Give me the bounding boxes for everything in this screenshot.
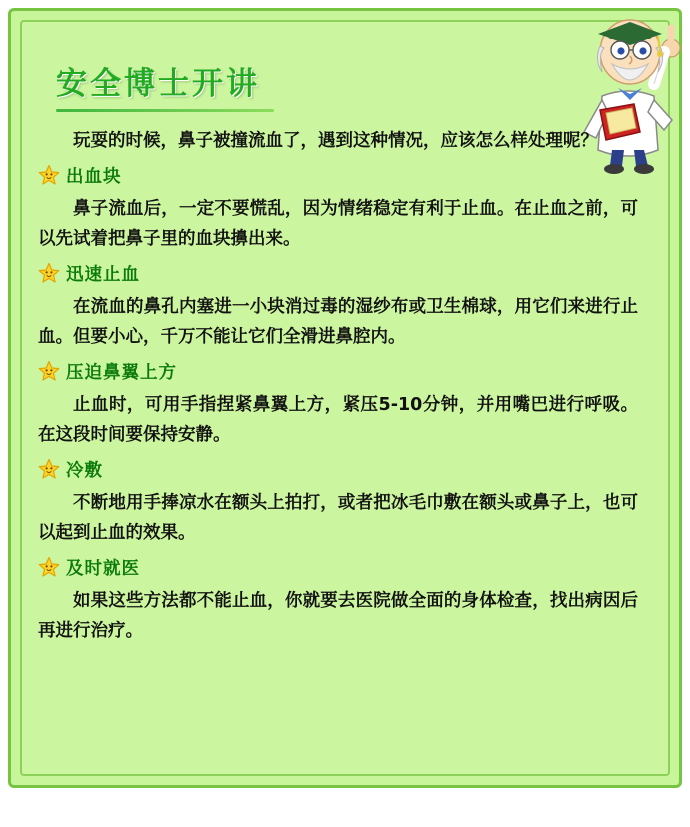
article-content xyxy=(34,36,644,760)
star-icon xyxy=(38,164,60,186)
page-title: 安全博士开讲 xyxy=(56,66,260,102)
section-heading-5 xyxy=(38,554,644,580)
star-icon xyxy=(38,458,60,480)
title-underline xyxy=(56,109,274,112)
section-heading-2 xyxy=(38,260,644,286)
star-icon xyxy=(38,262,60,284)
section-body-3: 止血时，可用手指捏紧鼻翼上方，紧压5-10分钟，并用嘴巴进行呼吸。在这段时间要保持安静。 xyxy=(38,395,638,445)
section-body-5: 如果这些方法都不能止血，你就要去医院做全面的身体检查，找出病因后再进行治疗。 xyxy=(38,591,638,641)
section-heading-3 xyxy=(38,358,644,384)
star-icon xyxy=(38,556,60,578)
section-heading-1 xyxy=(38,162,644,188)
section-heading-4 xyxy=(38,456,644,482)
section-title-1: 出血块 xyxy=(66,166,122,187)
section-body-4: 不断地用手捧凉水在额头上拍打，或者把冰毛巾敷在额头或鼻子上，也可以起到止血的效果。 xyxy=(38,493,638,543)
section-title-2: 迅速止血 xyxy=(66,264,140,285)
section-body-1: 鼻子流血后，一定不要慌乱，因为情绪稳定有利于止血。在止血之前，可以先试着把鼻子里的血块擤出来。 xyxy=(38,199,638,249)
star-icon xyxy=(38,360,60,382)
intro-paragraph: 玩耍的时候，鼻子被撞流血了，遇到这种情况，应该怎么样处理呢？ xyxy=(73,131,598,151)
section-title-5: 及时就医 xyxy=(66,558,140,579)
section-title-3: 压迫鼻翼上方 xyxy=(66,362,177,383)
section-title-4: 冷敷 xyxy=(66,460,103,481)
section-body-2: 在流血的鼻孔内塞进一小块消过毒的湿纱布或卫生棉球，用它们来进行止血。但要小心，千万不能让它们全滑进鼻腔内。 xyxy=(38,297,638,347)
